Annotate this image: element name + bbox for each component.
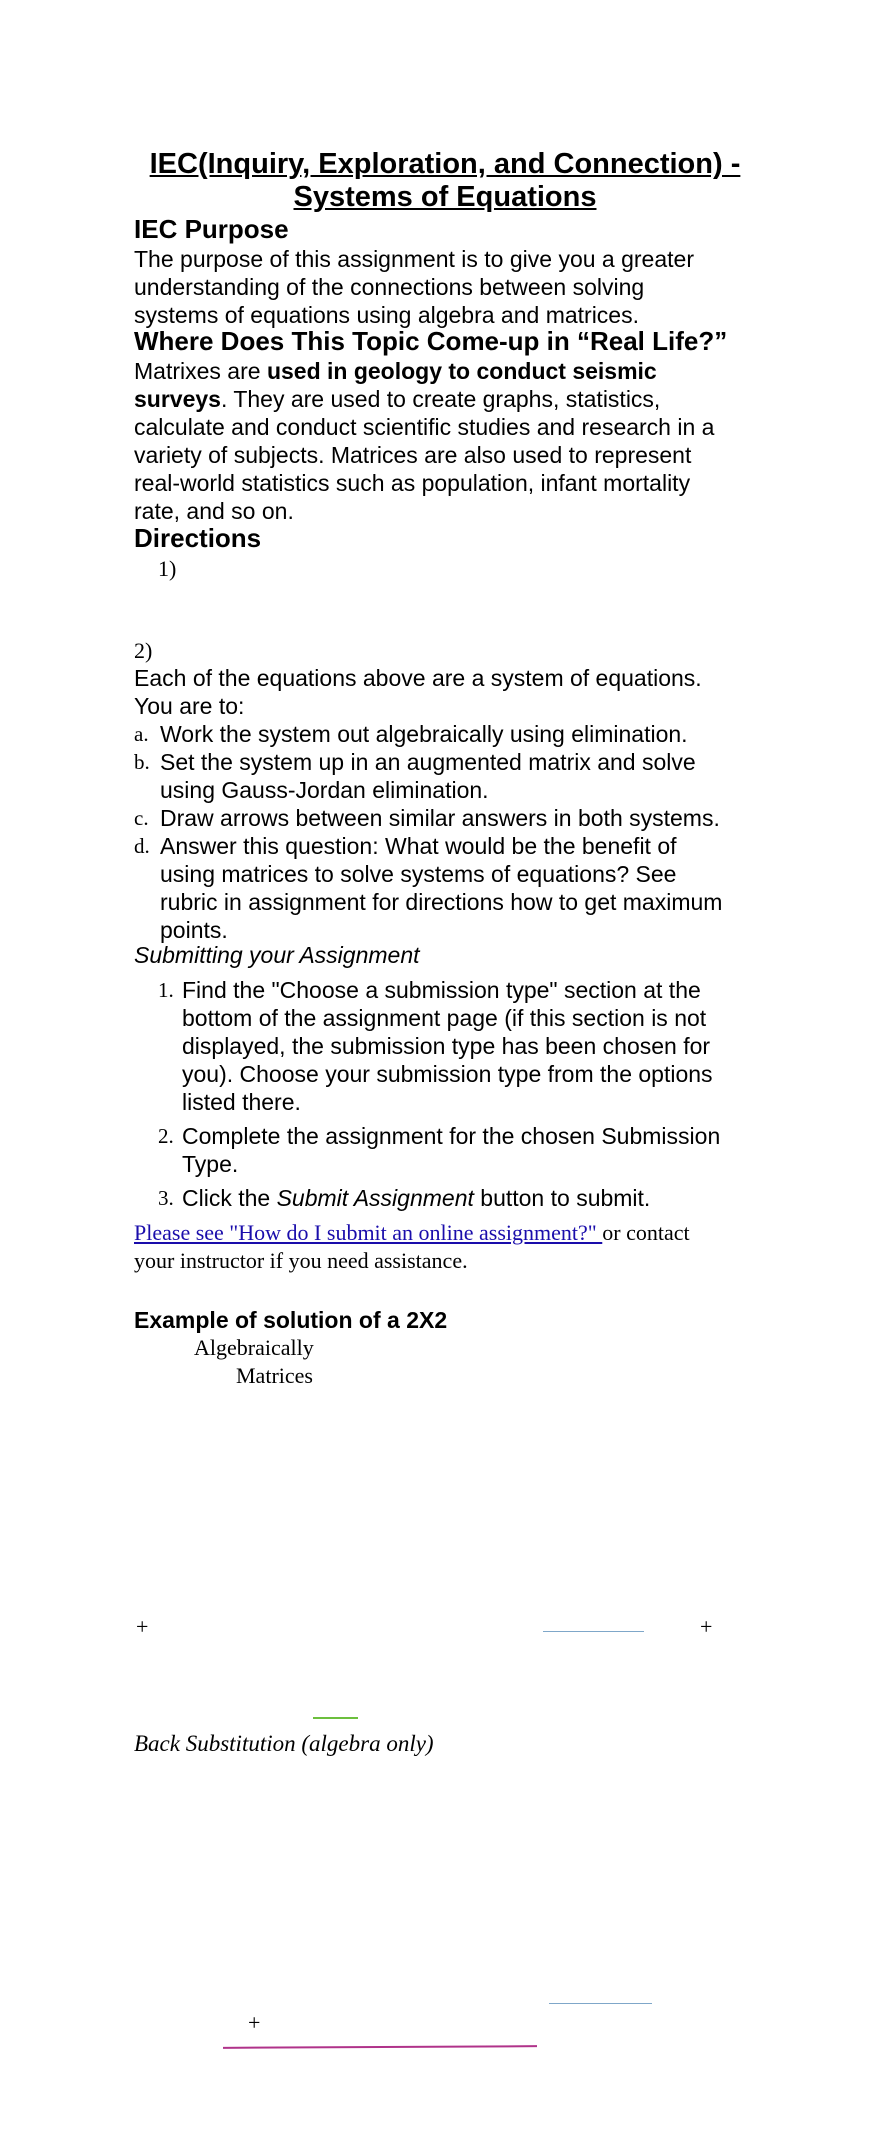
list-line: Draw arrows between similar answers in both systems. (160, 805, 720, 831)
real-life-line: rate, and so on. (134, 498, 294, 524)
step-text (182, 1184, 650, 1212)
real-life-line: calculate and conduct scientific studies and research in a (134, 414, 715, 440)
plus-sign: + (136, 1614, 149, 1639)
real-life-line: variety of subjects. Matrices are also used to represent (134, 442, 692, 468)
help-line (134, 1219, 690, 1247)
step-prefix: Click the (182, 1185, 277, 1211)
list-letter: c. (134, 806, 149, 830)
list-item (134, 832, 774, 944)
algebraically-label: Algebraically (194, 1335, 314, 1360)
real-life-paragraph (134, 357, 714, 525)
step-line: Complete the assignment for the chosen Submission (182, 1123, 721, 1149)
list-line: Work the system out algebraically using elimination. (160, 721, 688, 747)
step-suffix: button to submit. (473, 1185, 651, 1211)
list-text (160, 832, 722, 944)
step-line: you). Choose your submission type from the options (182, 1061, 713, 1087)
step-number: 1. (158, 978, 174, 1002)
step-text (182, 1122, 720, 1178)
real-life-line: real-world statistics such as population, infant mortality (134, 470, 691, 496)
submit-assignment-ref: Submit Assignment (276, 1185, 474, 1211)
back-substitution-label: Back Substitution (algebra only) (134, 1731, 434, 1756)
list-text (160, 804, 720, 832)
help-line: your instructor if you need assistance. (134, 1248, 468, 1273)
help-paragraph (134, 1219, 690, 1275)
plus-sign: + (700, 1614, 713, 1639)
list-text (160, 720, 688, 748)
list-letter: d. (134, 834, 150, 858)
step-number: 3. (158, 1186, 174, 1210)
magenta-rule (223, 2045, 537, 2049)
title-line-2: Systems of Equations (293, 181, 597, 213)
intro-line: Each of the equations above are a system of equations. (134, 665, 702, 691)
purpose-line: The purpose of this assignment is to give you a greater (134, 246, 694, 272)
step-item (158, 1184, 778, 1212)
submitting-heading: Submitting your Assignment (134, 942, 420, 968)
real-life-line (134, 385, 714, 413)
list-line: rubric in assignment for directions how to get maximum (160, 889, 723, 915)
list-text (160, 748, 696, 804)
list-line: points. (160, 917, 228, 943)
step-line: Type. (182, 1151, 239, 1177)
purpose-paragraph (134, 245, 694, 329)
list-line: using Gauss-Jordan elimination. (160, 777, 489, 803)
real-life-emphasis: surveys (134, 386, 221, 412)
step-item (158, 976, 778, 1116)
directions-heading: Directions (134, 523, 262, 553)
real-life-prefix: Matrixes are (134, 358, 267, 384)
purpose-line: systems of equations using algebra and matrices. (134, 302, 639, 328)
submission-steps (158, 976, 778, 1212)
list-line: Set the system up in an augmented matrix and solve (160, 749, 696, 775)
title-line-1: IEC(Inquiry, Exploration, and Connection) - (149, 148, 741, 180)
example-heading: Example of solution of a 2X2 (134, 1307, 448, 1333)
real-life-emphasis: used in geology to conduct seismic (266, 358, 657, 384)
step-text (182, 976, 713, 1116)
list-letter: a. (134, 722, 149, 746)
page-title (134, 148, 756, 214)
plus-sign: + (248, 2010, 261, 2035)
step-line: displayed, the submission type has been chosen for (182, 1033, 711, 1059)
step-line: bottom of the assignment page (if this section is not (182, 1005, 707, 1031)
direction-number-2: 2) (134, 638, 153, 663)
help-text: or contact (602, 1220, 690, 1245)
real-life-text: . They are used to create graphs, statistics, (220, 386, 661, 412)
step-item (158, 1122, 778, 1178)
list-letter: b. (134, 750, 150, 774)
green-rule (313, 1717, 358, 1719)
step-line: listed there. (182, 1089, 301, 1115)
real-life-line (134, 357, 714, 385)
help-link[interactable]: Please see "How do I submit an online assignment?" (134, 1220, 603, 1245)
direction-number-1: 1) (158, 556, 177, 581)
blue-rule (543, 1631, 644, 1632)
step-number: 2. (158, 1124, 174, 1148)
directions-list (134, 720, 774, 944)
intro-line: You are to: (134, 693, 245, 719)
list-item (134, 804, 774, 832)
purpose-line: understanding of the connections between solving (134, 274, 645, 300)
step-line: Find the "Choose a submission type" section at the (182, 977, 701, 1003)
blue-rule (549, 2003, 652, 2004)
list-item (134, 720, 774, 748)
directions-intro (134, 664, 702, 720)
purpose-heading: IEC Purpose (134, 214, 289, 244)
matrices-label: Matrices (236, 1363, 313, 1388)
list-line: using matrices to solve systems of equations? See (160, 861, 677, 887)
real-life-heading: Where Does This Topic Come-up in “Real Life?” (134, 326, 728, 356)
list-item (134, 748, 774, 804)
list-line: Answer this question: What would be the benefit of (160, 833, 677, 859)
